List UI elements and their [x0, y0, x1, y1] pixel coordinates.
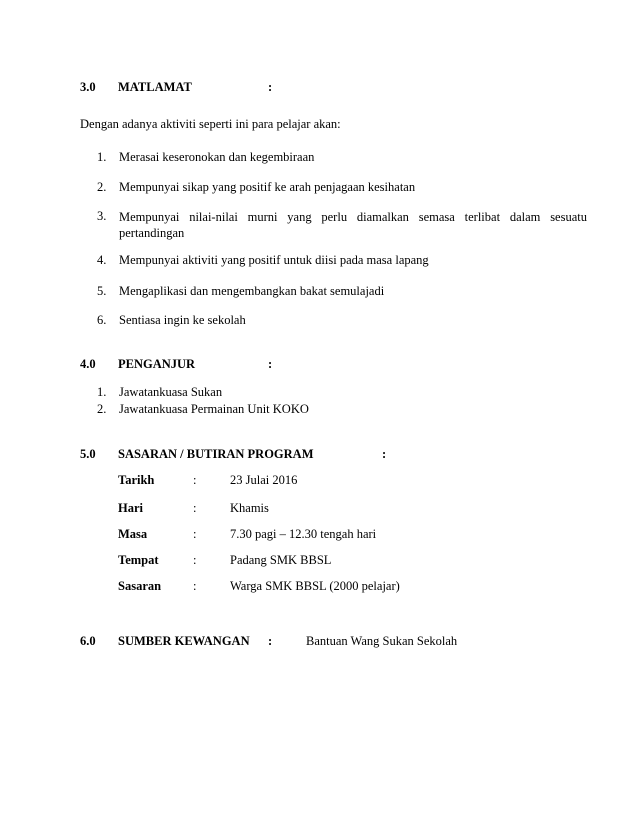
detail-colon: : [193, 473, 197, 487]
detail-colon: : [193, 527, 197, 541]
list-text: Mengaplikasi dan mengembangkan bakat semulajadi [119, 284, 385, 298]
detail-value: 7.30 pagi – 12.30 tengah hari [230, 527, 377, 541]
detail-value: Warga SMK BBSL (2000 pelajar) [230, 579, 400, 593]
list-number: 2. [97, 402, 107, 416]
section-colon: : [382, 447, 387, 461]
list-number: 4. [97, 253, 107, 267]
list-number: 5. [97, 284, 107, 298]
section-title: SUMBER KEWANGAN [118, 634, 250, 648]
detail-label: Tarikh [118, 473, 155, 487]
list-text: Mempunyai nilai-nilai murni yang perlu diamalkan semasa terlibat dalam sesuatu [119, 210, 587, 224]
list-number: 1. [97, 385, 107, 399]
section-colon: : [268, 80, 273, 94]
detail-colon: : [193, 501, 197, 515]
section-colon: : [268, 634, 273, 648]
detail-value: Khamis [230, 501, 269, 515]
detail-label: Sasaran [118, 579, 162, 593]
intro-text: Dengan adanya aktiviti seperti ini para pelajar akan: [80, 117, 341, 131]
detail-label: Hari [118, 501, 143, 515]
section-title: SASARAN / BUTIRAN PROGRAM [118, 447, 314, 461]
detail-colon: : [193, 579, 197, 593]
list-text: Merasai keseronokan dan kegembiraan [119, 150, 315, 164]
section-number: 5.0 [80, 447, 96, 461]
list-text-continuation: pertandingan [119, 226, 185, 240]
section-title: PENGANJUR [118, 357, 196, 371]
section-number: 6.0 [80, 634, 96, 648]
section-number: 4.0 [80, 357, 96, 371]
list-number: 6. [97, 313, 107, 327]
funding-source: Bantuan Wang Sukan Sekolah [306, 634, 458, 648]
list-number: 3. [97, 209, 107, 223]
list-text: Mempunyai aktiviti yang positif untuk diisi pada masa lapang [119, 253, 429, 267]
list-number: 1. [97, 150, 107, 164]
section-number: 3.0 [80, 80, 96, 94]
list-text: Mempunyai sikap yang positif ke arah penjagaan kesihatan [119, 180, 416, 194]
list-text: Sentiasa ingin ke sekolah [119, 313, 246, 327]
section-title: MATLAMAT [118, 80, 192, 94]
detail-label: Tempat [118, 553, 159, 567]
detail-value: Padang SMK BBSL [230, 553, 332, 567]
detail-colon: : [193, 553, 197, 567]
section-colon: : [268, 357, 273, 371]
list-text: Jawatankuasa Sukan [119, 385, 223, 399]
list-text: Jawatankuasa Permainan Unit KOKO [119, 402, 309, 416]
list-number: 2. [97, 180, 107, 194]
detail-value: 23 Julai 2016 [230, 473, 298, 487]
detail-label: Masa [118, 527, 148, 541]
